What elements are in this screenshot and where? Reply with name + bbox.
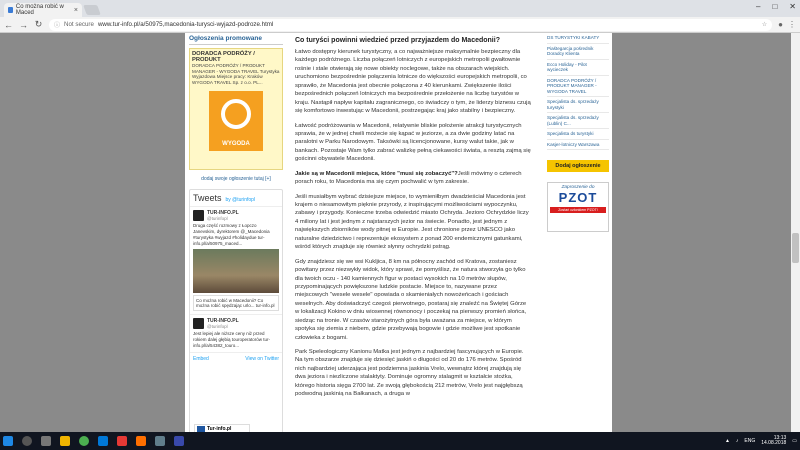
forward-icon[interactable]: →	[19, 19, 28, 30]
left-column	[189, 33, 283, 432]
job-link[interactable]: Ecco Holiday - Pilot wycieczek	[547, 60, 609, 76]
clock-time: 13:13	[773, 434, 787, 441]
tweet-author[interactable]: TUR-INFO.PL	[207, 318, 239, 325]
new-tab-button[interactable]	[83, 5, 101, 15]
view-on-twitter-link[interactable]: View on Twitter	[245, 355, 279, 362]
network-icon[interactable]: ▲	[724, 438, 730, 444]
job-link[interactable]: Specjalista ds. sprzedaży (Lublin) C...	[547, 113, 609, 129]
info-icon[interactable]: ⓘ	[54, 23, 61, 29]
ad-title[interactable]: DORADCA PODRÓŻY / PRODUKT	[192, 51, 255, 63]
browser-toolbar	[0, 17, 800, 33]
job-link[interactable]: DORADCA PODRÓŻY / PRODUKT MANAGER - WYGODA TRAVEL	[547, 76, 609, 98]
browser-tab-strip	[0, 0, 800, 17]
clock[interactable]	[761, 436, 786, 447]
app-icon[interactable]	[136, 436, 146, 446]
star-icon[interactable]: ☆	[761, 22, 768, 28]
promo-ad[interactable]	[189, 48, 283, 170]
window-controls	[756, 2, 796, 11]
article-page	[185, 33, 612, 432]
job-link[interactable]: Specjalista ds turystyki	[547, 129, 609, 140]
reload-icon[interactable]: ↻	[34, 19, 43, 29]
pzot-banner[interactable]	[547, 182, 609, 232]
clock-date: 14.08.2018	[761, 440, 787, 446]
system-tray	[725, 436, 797, 447]
ad-description: DORADCA PODRÓŻY / PRODUKT MANAGER - WYGODA TRAVEL Turystyka Wyjazdowa Miejsce pracy: Kraków WYGODA TRAVEL Sp. z o.o. PL...	[192, 63, 280, 85]
close-window-icon[interactable]: ✕	[789, 2, 796, 11]
file-explorer-icon[interactable]	[60, 436, 70, 446]
widget-name: Tur-info.pl	[207, 426, 232, 432]
chrome-icon[interactable]	[79, 436, 89, 446]
paragraph: Park Speleologiczny Kanionu Matka jest jednym z najbardziej fascynujących w Europie. Na tym obszarze znajduje się dziesięć jaskiń o długości od 20 do 176 metrów. Spośród nich najbardziej uderzająca jest podziemna jaskinia Vrelo, wewnątrz której znajdują się dwa jeziora i niezliczone stalaktyty. Dominuje ogromny stalagmit w kształcie stożka, którego historia sięga 2700 lat. Ze swoją głębokością 212 metrów, Vrelo jest najgłębszą podwodną jaskinią na Bałkanach, a druga w	[295, 349, 524, 398]
right-column	[547, 33, 609, 232]
twitter-widget	[189, 189, 283, 432]
tab-title: Co można robić w Maced	[15, 4, 64, 16]
favicon-icon	[8, 7, 13, 13]
security-label: Not secure	[64, 21, 94, 28]
add-listing-link[interactable]: dodaj swoje ogłoszenie tutaj [+]	[201, 176, 271, 182]
ad-logo[interactable]	[209, 91, 263, 151]
paragraph: Jeśli musiałbym wybrać dzisiejsze miejsce, to wymieniłbym dwadzieściał Macedonia jest krajem o niesamowitym pięknie przyrody, z inspirującymi możliwościami wypoczynku, zabawy i przygody. Konieczne trzeba odwiedzić miasto Ochryda. Jezioro Ochrydzkie liczy 4 miliony lat i jest jednym z najstarszych jezior na świecie. Ponadto, jest jednym z największych zbiorników wody pitnej w Europie. Jest chronione przez UNESCO jako naturalne dziedzictwo i reprezentuje ekosystem z ponad 200 endemicznymi gatunkami, wśród których znajduje się również słynny ochrydzki pstrąg.	[295, 193, 529, 251]
close-tab-icon[interactable]: ×	[73, 6, 78, 14]
section-heading-inline: Jakie są w Macedonii miejsca, które "musi się zobaczyć"?	[295, 170, 458, 177]
pzot-logo: PZOT	[558, 190, 598, 205]
edge-icon[interactable]	[98, 436, 108, 446]
paragraph: Łatwość podróżowania w Macedonii, relatywnie bliskie położenie atrakcji turystycznych sprawia, że w jednej chwili możecie się kąpać w jeziorze, a za dwie godziny latać na paralotni w Parku Narodowym. Taksówki są licencjonowane, kursy walut takie, jak w bankach. Pozostaje Wam tylko zabrać walizkę pełną ciekawości świata, a resztą zajmą się gościnni obywatele Macedonii.	[295, 122, 531, 163]
windows-start-icon[interactable]	[3, 436, 13, 446]
job-link[interactable]: DS TURYSTYKI KABATY	[547, 33, 609, 44]
menu-icon[interactable]: ⋮	[788, 20, 796, 29]
scrollbar[interactable]	[791, 33, 800, 432]
volume-icon[interactable]: ♪	[735, 438, 739, 444]
tweet-handle[interactable]: @turinfopl	[207, 324, 228, 330]
url-text: www.tur-info.pl/a/50975,macedonia-turysci-wyjazd-podroze.html	[97, 21, 274, 28]
browser-tab[interactable]	[4, 3, 82, 17]
section-heading: Co turyści powinni wiedzieć przed przyjazdem do Macedonii?	[295, 37, 500, 44]
tweet-text: Jest lepiej ale niższe ceny niż przed rokiem dalej głębią touroperatorów tur-info.pl/a/54382_touro...	[193, 331, 271, 349]
notifications-icon[interactable]: ▭	[792, 438, 797, 444]
article-body	[295, 33, 531, 405]
language-indicator[interactable]: ENG	[744, 438, 756, 444]
app-icon[interactable]	[117, 436, 127, 446]
avatar[interactable]	[193, 210, 204, 221]
job-link[interactable]: Specjalista ds. sprzedaży turystyki	[547, 97, 609, 113]
minimize-icon[interactable]: –	[756, 2, 761, 11]
add-listing-button[interactable]: Dodaj ogłoszenie	[547, 160, 609, 172]
tweet[interactable]	[190, 207, 282, 315]
tweet-author[interactable]: TUR-INFO.PL	[207, 210, 239, 216]
job-link[interactable]: Piaśtegarcja pośrednik Doradcy Klienta	[547, 44, 609, 60]
pzot-top-text: Zaproszenie do	[561, 185, 595, 190]
scrollbar-thumb[interactable]	[792, 233, 799, 263]
address-bar[interactable]	[49, 19, 772, 31]
job-link[interactable]: Kasjer-lotniczy Warszawa	[547, 140, 609, 151]
tweet-text: Druga część rozmowy z Łopczo Janevskim, dyrektorem @_Macedonia #turystyka #wyjazd #holidaydue tur-info.pl/a/50975_maced...	[193, 223, 270, 246]
tweets-title: Tweets	[193, 193, 222, 203]
tweet-image[interactable]	[193, 249, 279, 293]
tweet[interactable]	[190, 315, 282, 353]
embed-link[interactable]: Embed	[193, 355, 209, 362]
pzot-bottom-text: Zostań członkiem PZOT!	[550, 207, 606, 213]
app-icon[interactable]	[155, 436, 165, 446]
spiral-icon	[221, 99, 251, 129]
paragraph: Łatwo dostępny kierunek turystyczny, a co najważniejsze maksymalnie bezpieczny dla każdego podróżnego. Liczba połączeń lotniczych z europejskich metropolii gwałtownie rośnie i stale otwierają się nowe obiekty noclegowe, także na obszarach wiejskich. uruchomiono bezpośrednie połączenia lotnicze do większości europejskich metropolii, co sprawiło, że Macedonia jest obecnie połączona z 40 kierunkami. Zwiększenie ilości bezpośrednich połączeń lotniczych ma bezpośrednie przełożenie na liczbę turystów w kraju. Nastąpił napływ kapitału zagranicznego, co świadczy o tym, że liderzy biznesu czują się komfortowo inwestując w Macedonii, postrzegając kraj jako stabilny i bezpieczny.	[295, 49, 531, 115]
avatar[interactable]	[193, 318, 204, 329]
ad-logo-text: WYGODA	[222, 141, 250, 147]
paragraph: Gdy znajdziesz się we wsi Kukljica, 8 km na północny zachód od Kratova, zostaniesz powitany przez niezwykły widok, który sprawi, że pomyślisz, że natura stworzyła go tylko dla twoich oczu - 140 kamiennych figur w postaci wysokich na 10 metrów słupów, przypominających powiększone ludzkie postacie. Miejsce to, nazywane przez miejscowych "wesele wesele" opowiada o skamieniałych nowożeńcach i gościach weselnych. Aby doświadczyć czegoś pierwotnego, postaraj się znaleźć na Świętej Górze w lokalizacji Kokino w dniu wiosennej równonocy i poczekaj na pierwszy promień słońca, siedząc na tronie. W czasów starożytnych góra była uważana za miejsce, w którym spotyka się ziemia z niebem, gdzie przebywają bogowie i gdzie możliwe jest spotkanie człowieka z bogami.	[295, 258, 527, 341]
promo-heading: Ogłoszenia promowane	[189, 33, 283, 45]
tweets-by-link[interactable]: by @turinfopl	[225, 197, 256, 203]
app-icon[interactable]	[174, 436, 184, 446]
windows-taskbar	[0, 432, 800, 450]
extension-icon[interactable]: ●	[778, 20, 783, 29]
search-icon[interactable]	[22, 436, 32, 446]
back-icon[interactable]: ←	[4, 19, 13, 30]
tweet-card[interactable]: Co można robić w Macedonii? Co można robić spędzając urlo... tur-info.pl	[193, 295, 279, 311]
paragraph-text: Jeśli mówimy o czterech porach roku, to Macedonia ma się czym pochwalić w tym zakresie.	[295, 170, 522, 186]
tweet-handle[interactable]: @turinfopl	[207, 216, 228, 221]
page-viewport	[0, 33, 800, 432]
task-view-icon[interactable]	[41, 436, 51, 446]
paragraph	[295, 170, 531, 187]
maximize-icon[interactable]: □	[772, 2, 778, 11]
